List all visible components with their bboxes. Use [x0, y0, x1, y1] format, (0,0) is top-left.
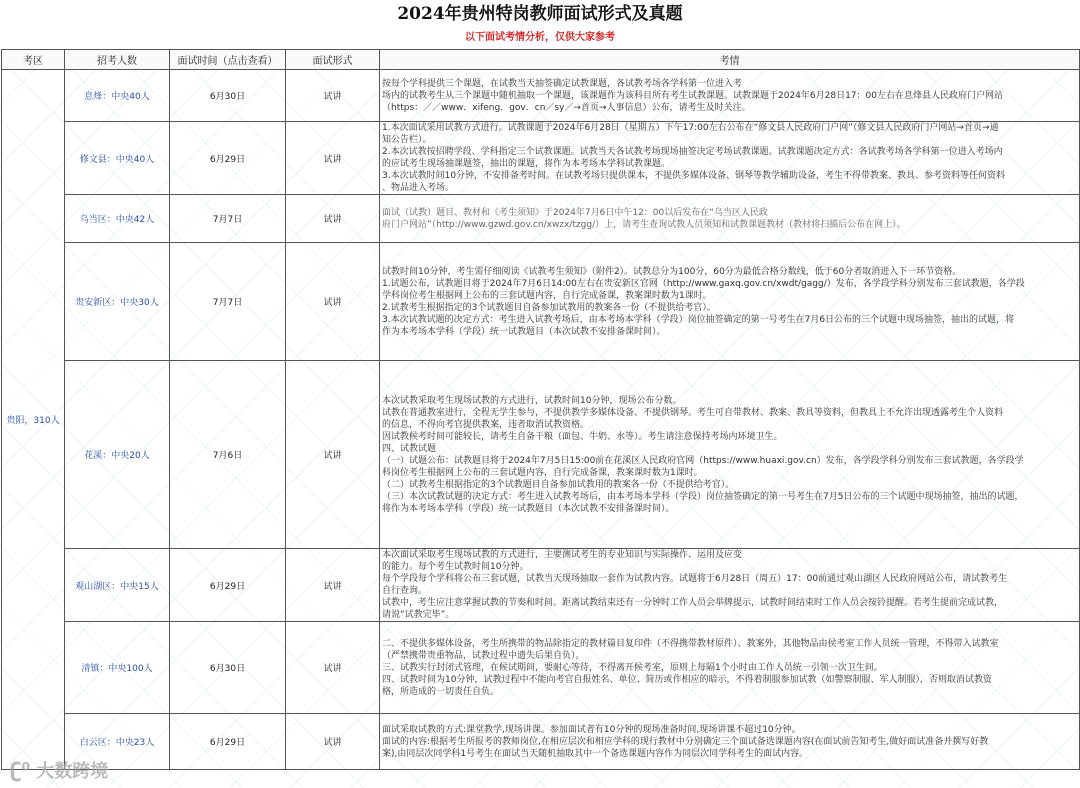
- description-line: 2.本次试教按招聘学段、学科指定三个试教课题。试教当天各试教考场现场抽签决定考场试教课题。试教课题决定方式：各试教考场各学科第一位进入考场内: [382, 147, 1003, 157]
- interview-form-cell: 试讲: [286, 549, 380, 622]
- description-line: 按每个学科提供三个课题，在试教当天抽签确定试教课题，各试教考场各学科第一位进入考: [382, 78, 743, 89]
- description-line: 本次试教采取考生现场试教的方式进行，试教时间10分钟，现场公布分数。: [382, 395, 682, 406]
- description-line: 场内的试教考生从三个课题中随机抽取一个课题，该课题作为该科目所有考生试教课题。试教课题于2024年6月28日17：00左右在息烽县人民政府门户网站: [382, 90, 1003, 101]
- table-row: [2, 549, 1080, 622]
- interview-form-cell: 试讲: [286, 622, 380, 714]
- description-line: 学科岗位考生根据网上公布的三套试题内容，自行完成备课，教案课时数为1课时。: [382, 290, 712, 301]
- description-line: 作为本考场本学科（学段）统一试教题目（本次试教不安排备课时间）。: [382, 326, 666, 337]
- description-line: 因试教候考时间可能较长，请考生自备干粮（面包、牛奶、水等）。考生请注意保持考场内环境卫生。: [382, 431, 783, 442]
- description-line: 科岗位考生根据网上公布的三套试题内容，自行完成备课，教案课时数为1课时。: [382, 467, 703, 478]
- description-line: 的能力。每个考生试教时间10分钟。: [382, 562, 529, 572]
- page-title: 2024年贵州特岗教师面试形式及真题: [397, 4, 683, 24]
- watermark: [0, 752, 200, 788]
- description-line: 知公告栏）。: [382, 135, 432, 145]
- description-line: 本次面试采取考生现场试教的方式进行，主要测试考生的专业知识与实际操作、运用及应变: [382, 550, 743, 560]
- description-line: 的应试考生现场抽课题签，抽出的课题，将作为本考场本学科试教课题。: [382, 159, 671, 169]
- interview-form-cell: 试讲: [286, 195, 380, 243]
- description-line: 二、不提供多媒体设备，考生所携带的物品除指定的教材篇目复印件（不得携带教材原件）、教案外，其他物品由侯考室工作人员统一管理，不得带入试教室: [382, 638, 999, 649]
- header-date: 面试时间（点击查看）: [170, 50, 286, 70]
- description-line: （严禁携带贵重物品，试教过程中遗失后果自负）。: [382, 650, 585, 661]
- description-line: 将作为本考场本学科（学段）统一试教题目（本次试教不安排备课时间）。: [382, 503, 675, 514]
- description-cell: [380, 714, 1080, 770]
- description-line: 格，所造成的一切责任自负。: [382, 686, 500, 697]
- description-cell: [380, 243, 1080, 361]
- description-line: （三）本次试教试题的决定方式：考生进入试教考场后，由本考场本学科（学段）岗位抽签确定的第一号考生在7月5日公布的三个试题中现场抽签，抽出的试题，: [382, 491, 1024, 502]
- header-description: 考情: [380, 50, 1080, 70]
- interview-date-link[interactable]: 7月7日: [170, 243, 286, 361]
- interview-date-link[interactable]: 6月29日: [170, 549, 286, 622]
- page-subtitle: 以下面试考情分析，仅供大家参考: [465, 32, 615, 43]
- description-line: 3.本次试教试题的决定方式：考生进入试教考场后，由本考场本学科（学段）岗位抽签确定的第一号考生在7月6日公布的三个试题中现场抽签，抽出的试题，将: [382, 314, 1015, 325]
- recruit-cell: 修文县：中央40人: [65, 122, 170, 195]
- recruit-cell: 清镇：中央100人: [65, 622, 170, 714]
- description-line: （https：／／www．xifeng．gov．cn／sy／→首页→人事信息）公布，请考生及时关注。: [382, 102, 751, 113]
- interview-form-cell: 试讲: [286, 361, 380, 549]
- header-recruit: 招考人数: [65, 50, 170, 70]
- interview-form-cell: 试讲: [286, 70, 380, 122]
- description-cell: [380, 549, 1080, 622]
- description-line: 自行查询。: [382, 586, 428, 596]
- description-line: 试教时间10分钟，考生需仔细阅读《试教考生须知》（附件2）。试教总分为100分，60分为最低合格分数线，低于60分者取消进入下一环节资格。: [382, 266, 962, 277]
- recruit-cell: 息烽：中央40人: [65, 70, 170, 122]
- header-district: 考区: [2, 50, 65, 70]
- table-row: [2, 243, 1080, 361]
- description-line: 四、试教时间为10分钟，试教过程中不能向考官自报姓名、单位、简历或作相应的暗示，不得着制服参加试教（如警察制服、军人制服），否则取消试教资: [382, 674, 992, 685]
- description-line: 四、试教试题: [382, 443, 437, 454]
- district-cell: 贵阳，310人: [2, 70, 65, 770]
- watermark-logo-icon: ʗ⁰: [10, 758, 31, 782]
- description-line: 府门户网站”（http://www.gzwd.gov.cn/xwzx/tzgg/）上，请考生查询试教人员须知和试教课题教材（教材将扫描后公布在网上）。: [382, 219, 906, 230]
- table-row: [2, 122, 1080, 195]
- table-row: [2, 195, 1080, 243]
- description-line: 试教中，考生应注意掌握试教的节奏和时间。距离试教结束还有一分钟时工作人员会举牌提示，试教时间结束时工作人员会按铃提醒。若考生提前完成试教，: [382, 598, 1004, 608]
- description-cell: [380, 122, 1080, 195]
- recruit-cell: 花溪：中央20人: [65, 361, 170, 549]
- description-line: 试教在普通教室进行，全程无学生参与，不提供教学多媒体设备、不提供钢琴。考生可自带教材、教案、教具等资料，但教具上不允许出现透露考生个人资料: [382, 407, 1004, 418]
- interview-date-link[interactable]: 6月29日: [170, 714, 286, 770]
- table-row: [2, 70, 1080, 122]
- description-line: 、物品进入考场。: [382, 183, 455, 193]
- description-cell: [380, 361, 1080, 549]
- description-line: 1.本次面试采用试教方式进行。试教课题于2024年6月28日（星期五）下午17:00左右公布在“修文县人民政府门户网”（修文县人民政府门户网站→首页→通: [382, 123, 999, 133]
- interview-form-cell: 试讲: [286, 122, 380, 195]
- description-line: 面试采取试教的方式:课堂教学,现场讲课。参加面试者有10分钟的现场准备时间,现场讲课不超过10分钟。: [382, 724, 801, 735]
- interview-date-link[interactable]: 6月29日: [170, 122, 286, 195]
- table-row: [2, 622, 1080, 714]
- description-line: 的信息，不得向考官提供教案，违者取消试教资格。: [382, 419, 590, 430]
- description-cell: [380, 622, 1080, 714]
- interview-form-cell: 试讲: [286, 714, 380, 770]
- interview-date-link[interactable]: 6月30日: [170, 70, 286, 122]
- description-line: 2.试教考生根据指定的3个试教题目自备参加试教用的教案各一份（不提供给考官）。: [382, 302, 716, 313]
- description-cell: [380, 195, 1080, 243]
- interview-form-cell: 试讲: [286, 243, 380, 361]
- header-form: 面试形式: [286, 50, 380, 70]
- table-row: [2, 361, 1080, 549]
- description-line: 面试的内容:根据考生所报考的教师岗位,在相应层次和相应学科的现行教材中分别确定三个面试备选课题内容(在面试前告知考生,做好面试准备并撰写好教: [382, 736, 989, 747]
- watermark-text: 大数跨境: [36, 761, 109, 782]
- table-header-row: [2, 50, 1080, 70]
- interview-date-link[interactable]: 7月7日: [170, 195, 286, 243]
- description-line: 请说“试教完毕”。: [382, 610, 455, 620]
- interview-date-link[interactable]: 6月30日: [170, 622, 286, 714]
- description-line: （二）试教考生根据指定的3个试教题目自备参加试教用的教案各一份（不提供给考官）。: [382, 479, 735, 490]
- interview-table: [1, 49, 1080, 770]
- description-line: 每个学段每个学科将公布三套试题，试教当天现场抽取一套作为试教内容。试题将于6月28日（周五）17：00前通过观山湖区人民政府网站公布，请试教考生: [382, 574, 1008, 584]
- description-cell: [380, 70, 1080, 122]
- recruit-cell: 贵安新区：中央30人: [65, 243, 170, 361]
- description-line: 3.本次试教时间10分钟，不安排备考时间。在试教考场只提供课本，不提供多媒体设备、钢琴等教学辅助设备，考生不得带教案、教具、参考资料等任何资料: [382, 171, 1006, 181]
- recruit-cell: 观山湖区：中央15人: [65, 549, 170, 622]
- description-line: 三、试教实行封闭式管理，在候试期间，要耐心等待，不得离开候考室，原则上每隔1个小时由工作人员统一引领一次卫生间。: [382, 662, 883, 673]
- description-line: （一）试题公布：试教题目将于2024年7月5日15:00前在花溪区人民政府官网（https://www.huaxi.gov.cn）发布，各学段学科分别发布三套试教题，各学段学: [382, 455, 1024, 466]
- recruit-cell: 乌当区：中央42人: [65, 195, 170, 243]
- description-line: 面试（试教）题目、教材和《考生须知》于2024年7月6日中午12：00以后发布在“乌当区人民政: [382, 207, 768, 218]
- recruit-cell: 白云区：中央23人: [65, 714, 170, 770]
- interview-date-link[interactable]: 7月6日: [170, 361, 286, 549]
- description-line: 1.试题公布，试教题目将于2024年7月6日14:00左右在贵安新区官网（http://www.gaxq.gov.cn/xwdt/gagg/）发布，各学段学科分别发布三套试教题，各学段: [382, 278, 1025, 289]
- description-line: 案),由同层次同学科1号考生在面试当天随机抽取其中一个备选课题内容作为同层次同学科考生的面试内容。: [382, 748, 809, 759]
